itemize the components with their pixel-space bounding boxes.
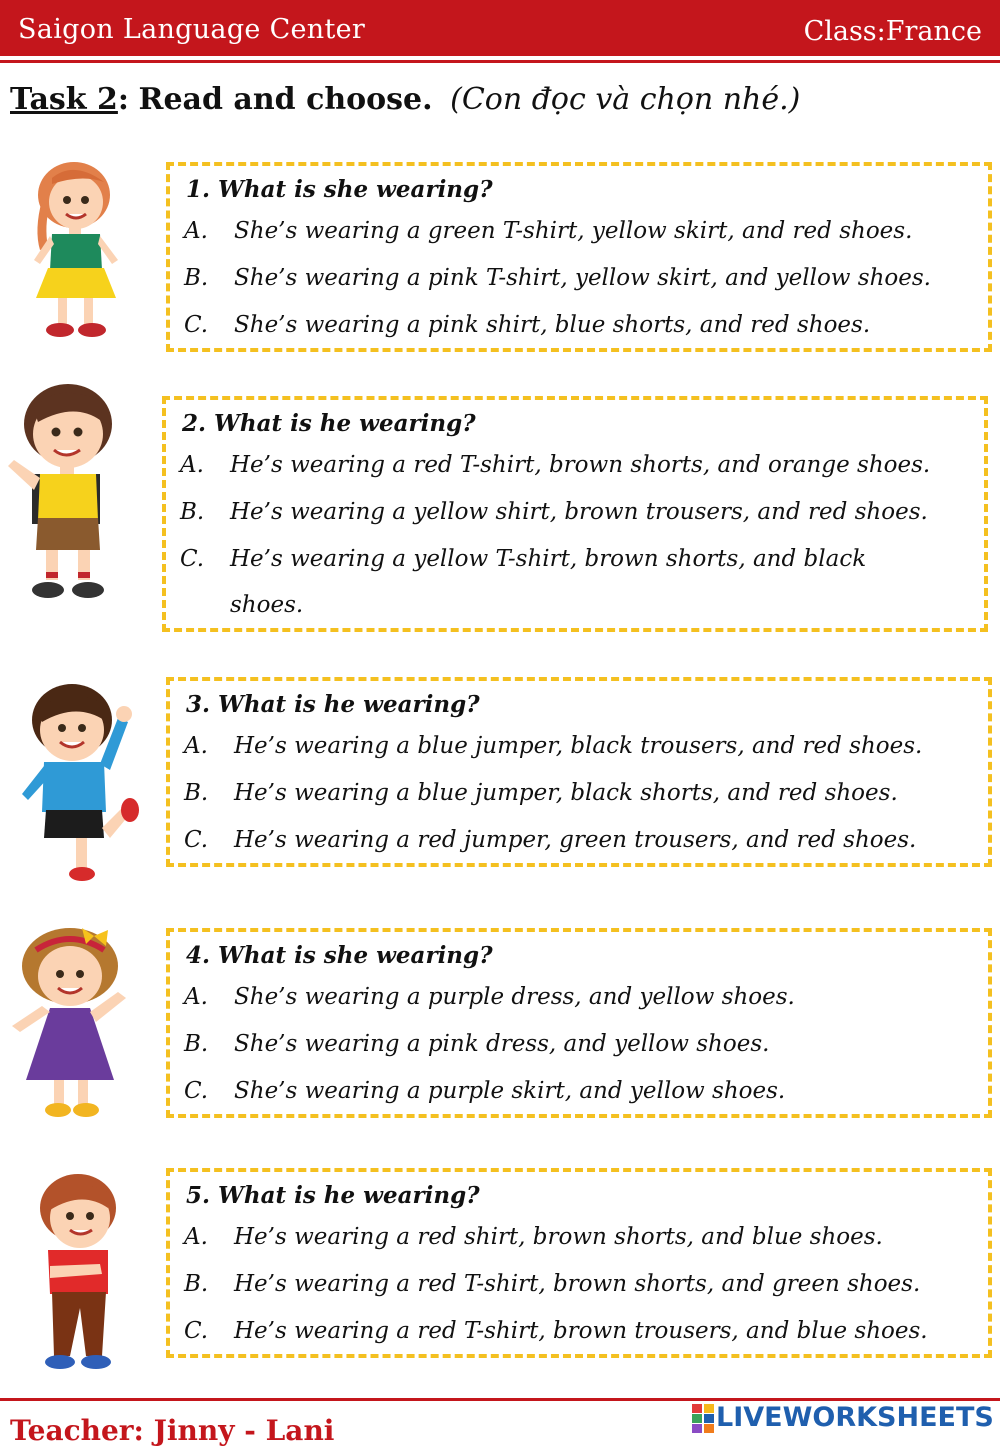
question-title: 2. What is he wearing? (182, 410, 476, 437)
option-a[interactable]: A. He’s wearing a red T-shirt, brown shorts, and orange shoes. (180, 452, 931, 478)
question-title: 5. What is he wearing? (186, 1182, 480, 1209)
option-c[interactable]: C. He’s wearing a yellow T-shirt, brown shorts, and black (180, 546, 867, 572)
question-box-3 (166, 677, 992, 867)
task-title (10, 82, 800, 117)
option-a[interactable]: A. He’s wearing a red shirt, brown shorts, and blue shoes. (184, 1224, 883, 1250)
option-b[interactable]: B. He’s wearing a blue jumper, black shorts, and red shoes. (184, 780, 898, 806)
boy-illustration (4, 380, 124, 605)
question-title: 1. What is she wearing? (186, 176, 493, 203)
footer-divider (0, 1398, 1000, 1401)
option-b[interactable]: B. She’s wearing a pink dress, and yellow shoes. (184, 1031, 770, 1057)
option-c[interactable]: C. She’s wearing a pink shirt, blue shorts, and red shoes. (184, 312, 871, 338)
option-b[interactable]: B. She’s wearing a pink T-shirt, yellow skirt, and yellow shoes. (184, 265, 931, 291)
girl-illustration (6, 922, 136, 1122)
question-title: 3. What is he wearing? (186, 691, 480, 718)
task-colon: : (117, 82, 129, 117)
task-instruction-vietnamese: (Con đọc và chọn nhé.) (450, 82, 801, 117)
question-box-2 (162, 396, 988, 632)
boy-illustration (14, 678, 139, 888)
question-title: 4. What is she wearing? (186, 942, 493, 969)
center-name: Saigon Language Center (18, 14, 366, 45)
liveworksheets-logo-icon (692, 1404, 714, 1434)
option-a[interactable]: A. He’s wearing a blue jumper, black trousers, and red shoes. (184, 733, 923, 759)
task-instruction: Read and choose. (138, 82, 433, 117)
option-c[interactable]: C. He’s wearing a red jumper, green trousers, and red shoes. (184, 827, 917, 853)
liveworksheets-brand[interactable]: LIVEWORKSHEETS (716, 1402, 994, 1433)
option-c-continuation: shoes. (230, 592, 304, 618)
class-info: Class:France (803, 16, 982, 47)
option-c[interactable]: C. He’s wearing a red T-shirt, brown trousers, and blue shoes. (184, 1318, 928, 1344)
header-divider (0, 60, 1000, 63)
teacher-name: Teacher: Jinny - Lani (10, 1414, 335, 1447)
girl-illustration (22, 160, 132, 345)
question-box-5 (166, 1168, 992, 1358)
option-c[interactable]: C. She’s wearing a purple skirt, and yellow shoes. (184, 1078, 786, 1104)
task-label: Task 2 (10, 82, 118, 117)
option-b[interactable]: B. He’s wearing a yellow shirt, brown trousers, and red shoes. (180, 499, 928, 525)
option-a[interactable]: A. She’s wearing a purple dress, and yellow shoes. (184, 984, 795, 1010)
option-b[interactable]: B. He’s wearing a red T-shirt, brown shorts, and green shoes. (184, 1271, 921, 1297)
question-box-4 (166, 928, 992, 1118)
boy-illustration (20, 1168, 130, 1373)
question-box-1 (166, 162, 992, 352)
option-a[interactable]: A. She’s wearing a green T-shirt, yellow skirt, and red shoes. (184, 218, 913, 244)
